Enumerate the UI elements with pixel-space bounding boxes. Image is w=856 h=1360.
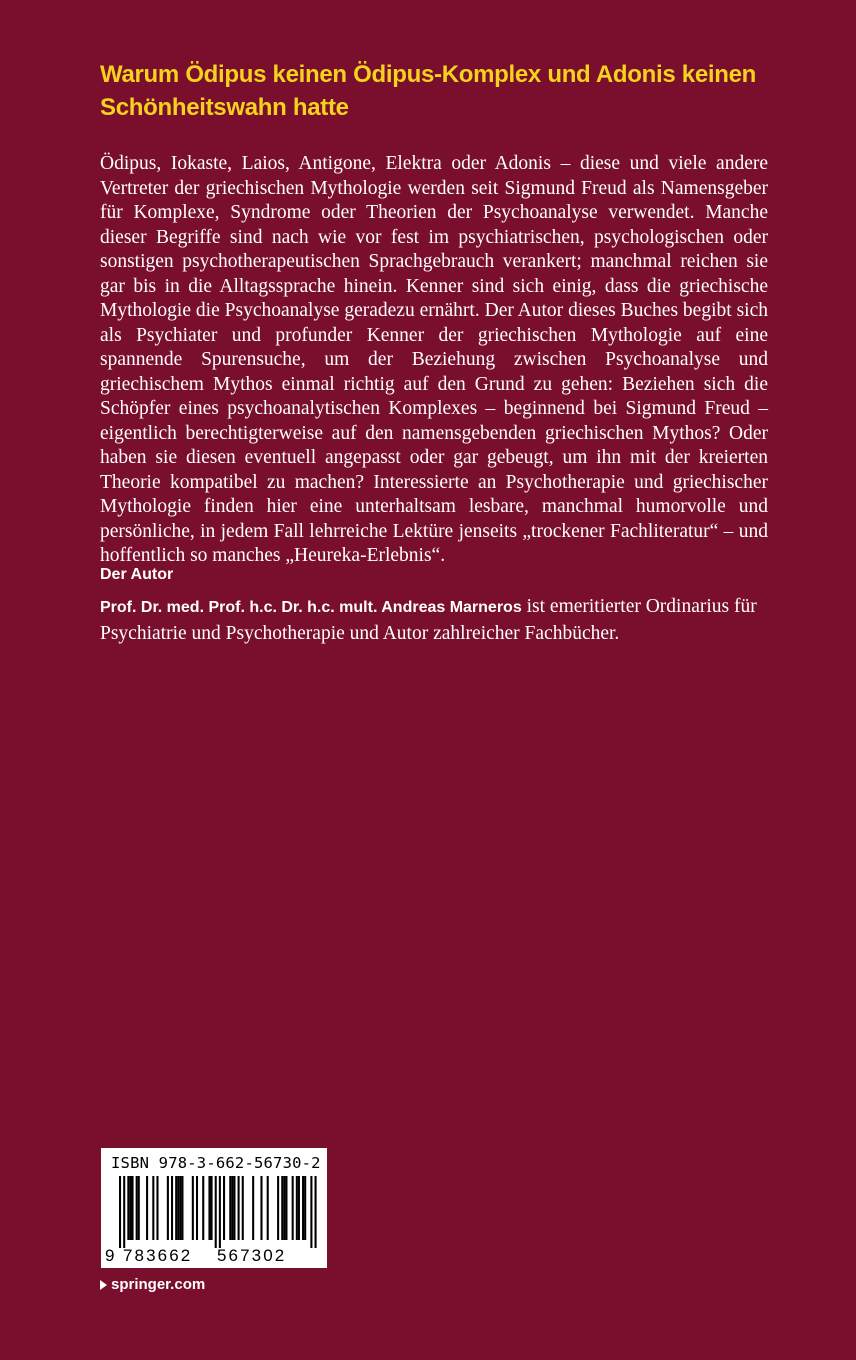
- barcode-bar: [131, 1176, 133, 1240]
- author-name: Prof. Dr. med. Prof. h.c. Dr. h.c. mult. Andreas Marneros: [100, 599, 522, 616]
- ean-first-digit: 9: [105, 1246, 115, 1265]
- barcode-bar: [129, 1176, 131, 1240]
- barcode-bar: [260, 1176, 262, 1240]
- barcode-bar: [127, 1176, 129, 1240]
- barcode-bar: [238, 1176, 240, 1240]
- barcode-guard-bar: [119, 1176, 121, 1248]
- arrow-right-icon: [100, 1280, 107, 1290]
- headline: Warum Ödipus keinen Ödipus-Komplex und Adonis keinen Schönheitswahn hatte: [100, 61, 757, 121]
- ean-left-digits: 783662: [123, 1246, 193, 1265]
- barcode-bar: [242, 1176, 244, 1240]
- barcode-bar: [292, 1176, 294, 1240]
- barcode-bar: [277, 1176, 279, 1240]
- author-bio: [100, 594, 780, 647]
- ean-right-digits: 567302: [217, 1246, 287, 1265]
- barcode-bar: [175, 1176, 177, 1240]
- barcode-bar: [192, 1176, 194, 1240]
- barcode-bar: [229, 1176, 231, 1240]
- author-heading: Der Autor: [100, 566, 174, 583]
- barcode-bar: [156, 1176, 158, 1240]
- author-description: ist emeritierter Ordinarius für Psychiatrie und Psychotherapie und Autor zahlreicher Fachbücher.: [100, 596, 757, 644]
- publisher-link[interactable]: [100, 1276, 205, 1293]
- barcode-guard-bar: [123, 1176, 125, 1248]
- barcode-bar: [281, 1176, 283, 1240]
- barcode-guard-bar: [215, 1176, 217, 1248]
- barcode-bar: [208, 1176, 210, 1240]
- barcode-bar: [283, 1176, 285, 1240]
- barcode-bar: [285, 1176, 287, 1240]
- barcode-guard-bar: [315, 1176, 317, 1248]
- barcode-bar: [223, 1176, 225, 1240]
- barcode-bar: [181, 1176, 183, 1240]
- book-blurb: Ödipus, Iokaste, Laios, Antigone, Elektra oder Adonis – diese und viele andere Vertreter der griechischen Mythologie werden seit Sigmund Freud als Namensgeber für Komplexe, Syndrome oder Theorien der Psychoanalyse verwendet. Manche dieser Begriffe sind nach wie vor fest im psychiatrischen, psychologischen oder sonstigen psychotherapeutischen Sprachgebrauch verankert; manchmal reichen sie gar bis in die Alltagssprache hinein. Kenner sind sich einig, dass die griechische Mythologie die Psychoanalyse geradezu ernährt. Der Autor dieses Buches begibt sich als Psychiater und profunder Kenner der griechischen Mythologie auf eine spannende Spurensuche, um der Beziehung zwischen Psychoanalyse und griechischem Mythos einmal richtig auf den Grund zu gehen: Beziehen sich die Schöpfer eines psychoanalytischen Komplexes – beginnend bei Sigmund Freud – eigentlich berechtigterweise auf den namensgebenden griechischen Mythos? Oder haben sie diesen eventuell angepasst oder gar gebeugt, um ihn mit der kreierten Theorie kompatibel zu machen? Interessierte an Psychotherapie und griechischer Mythologie finden hier eine unterhaltsam lesbare, manchmal humorvolle und persönliche, in jedem Fall lehrreiche Lektüre jenseits „trockener Fachliteratur“ – und hoffentlich so manches „Heureka-Erlebnis“.: [100, 153, 768, 566]
- barcode-bar: [202, 1176, 204, 1240]
- barcode-bar: [179, 1176, 181, 1240]
- isbn-label: ISBN 978-3-662-56730-2: [111, 1154, 321, 1172]
- barcode-bar: [231, 1176, 233, 1240]
- barcode-bar: [196, 1176, 198, 1240]
- barcode-bar: [167, 1176, 169, 1240]
- barcode-bar: [211, 1176, 213, 1240]
- isbn-barcode: [101, 1148, 327, 1268]
- barcode-bar: [152, 1176, 154, 1240]
- barcode-bar: [302, 1176, 304, 1240]
- barcode-bar: [177, 1176, 179, 1240]
- barcode-bar: [267, 1176, 269, 1240]
- barcode-bar: [146, 1176, 148, 1240]
- barcode-bar: [138, 1176, 140, 1240]
- barcode-bar: [171, 1176, 173, 1240]
- barcode-guard-bar: [219, 1176, 221, 1248]
- publisher-url: springer.com: [111, 1276, 206, 1293]
- barcode-bar: [304, 1176, 306, 1240]
- barcode-bar: [136, 1176, 138, 1240]
- barcode-bars: [111, 1176, 317, 1248]
- barcode-bar: [233, 1176, 235, 1240]
- barcode-guard-bar: [310, 1176, 312, 1248]
- barcode-bar: [296, 1176, 298, 1240]
- barcode-bar: [252, 1176, 254, 1240]
- barcode-bar: [298, 1176, 300, 1240]
